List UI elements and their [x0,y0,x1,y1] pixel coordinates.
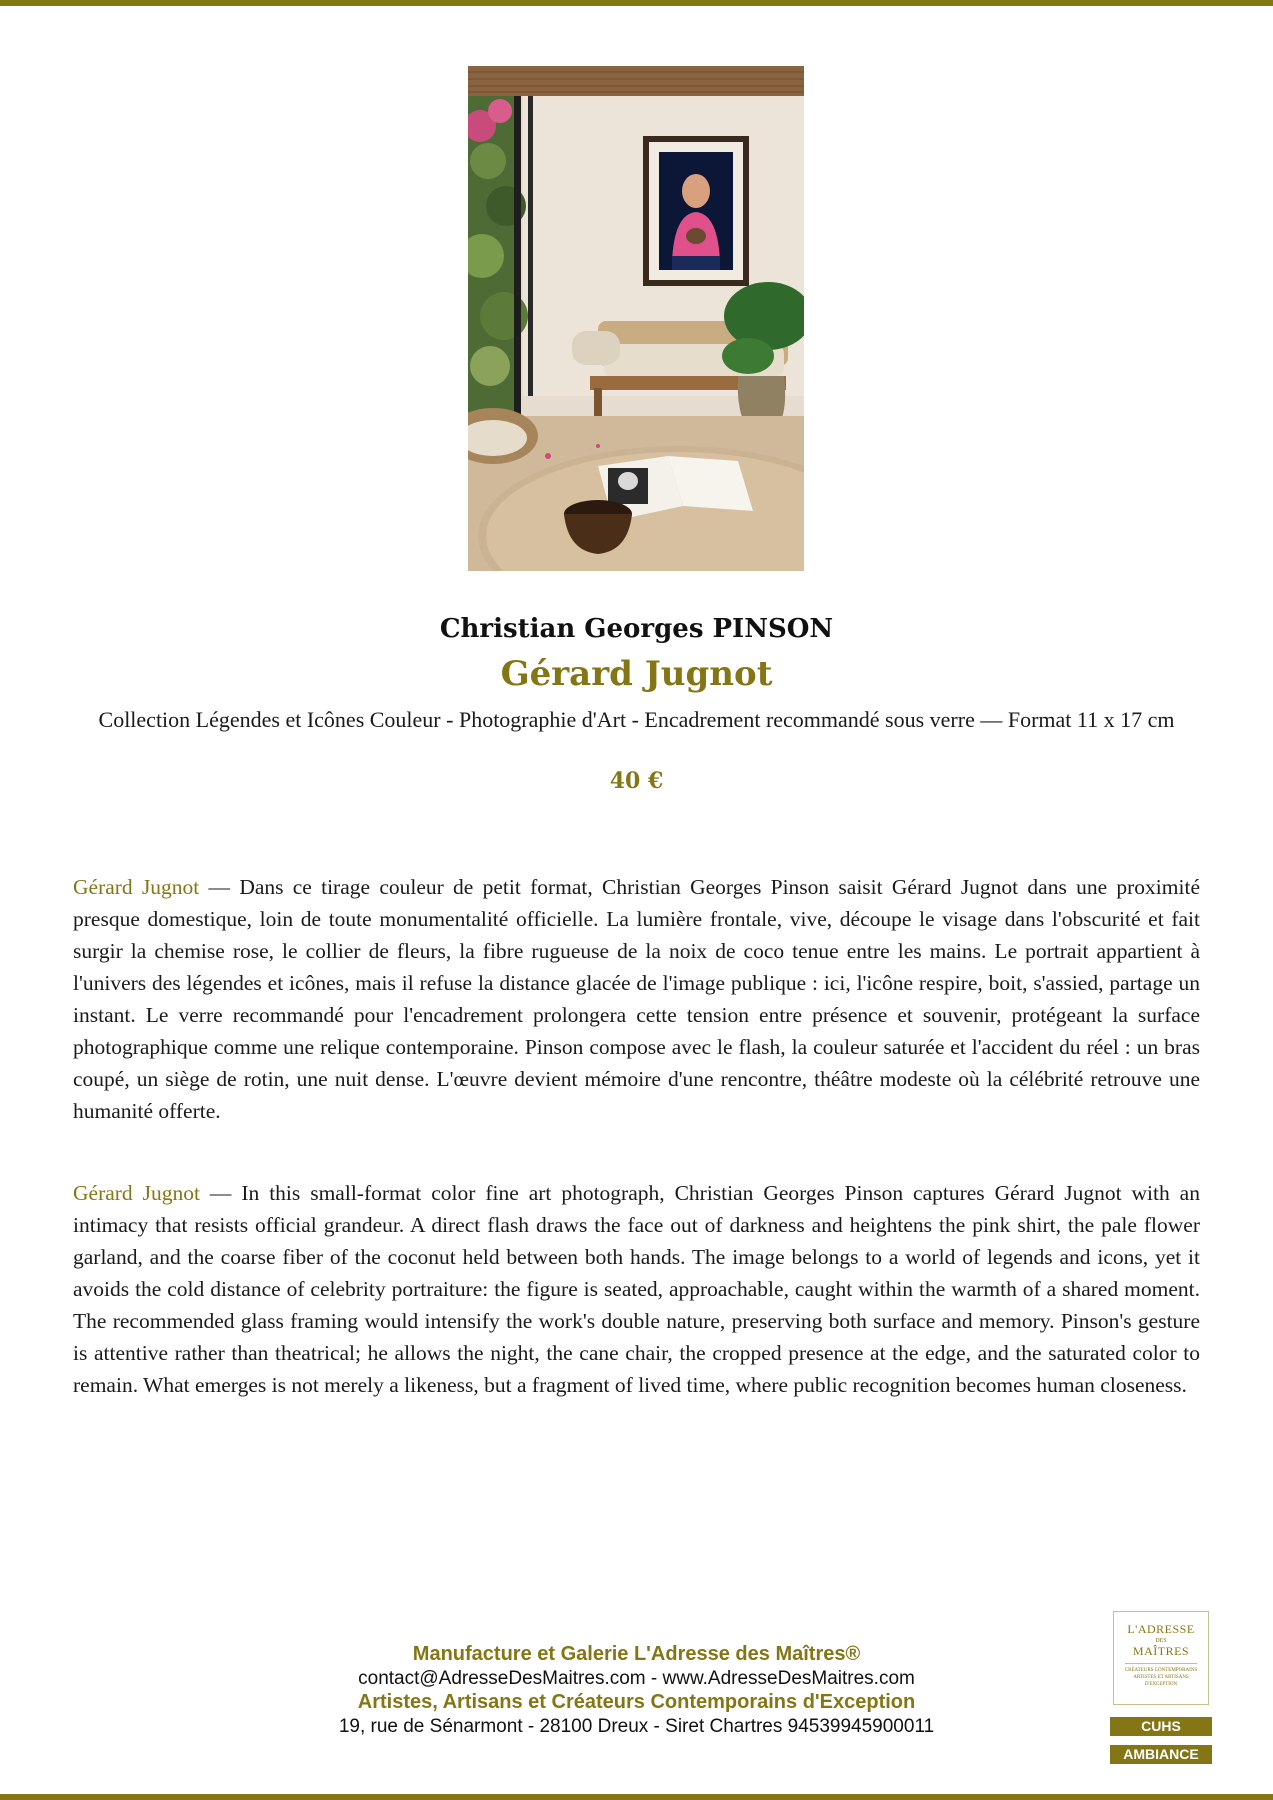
footer-contact: contact@AdresseDesMaitres.com - www.AdresseDesMaitres.com [358,1668,915,1689]
description-text-en: — In this small-format color fine art photograph, Christian Georges Pinson captures Gérard Jugnot with an intimacy that resists official grandeur. A direct flash draws the face out of darkness and heightens the pink shirt, the pale flower garland, and the coarse fiber of the coconut held between both hands. The image belongs to a world of legends and icons, yet it avoids the cold distance of celebrity portraiture: the figure is seated, approachable, caught within the warmth of a shared moment. The recommended glass framing would intensify the work's double nature, preserving both surface and memory. Pinson's gesture is attentive rather than theatrical; he allows the night, the cane chair, the cropped presence at the edge, and the saturated color to remain. What emerges is not merely a likeness, but a fragment of lived time, where public recognition becomes human closeness. [73,1181,1200,1397]
artwork-subtitle: Collection Légendes et Icônes Couleur - Photographie d'Art - Encadrement recommandé sous verre — Format 11 x 17 cm [98,707,1175,732]
bottom-border [0,1794,1273,1800]
tag-ambiance: AMBIANCE [1110,1745,1212,1764]
artwork-ambiance-photo [468,66,804,571]
description-lead-fr: Gérard Jugnot [73,875,200,899]
artist-name: Christian Georges PINSON [439,614,834,644]
description-lead-en: Gérard Jugnot [73,1181,200,1205]
footer-gallery-name: Manufacture et Galerie L'Adresse des Maîtres® [412,1643,861,1665]
description-text-fr: — Dans ce tirage couleur de petit format, Christian Georges Pinson saisit Gérard Jugnot dans une proximité presque domestique, loin de toute monumentalité officielle. La lumière frontale, vive, découpe le visage dans l'obscurité et fait surgir la chemise rose, le collier de fleurs, la fibre rugueuse de la noix de coco tenue entre les mains. Le portrait appartient à l'univers des légendes et icônes, mais il refuse la distance glacée de l'image publique : ici, l'icône respire, boit, s'assied, partage un instant. Le verre recommandé pour l'encadrement prolongera cette tension entre présence et souvenir, protégeant la surface photographique comme une relique contemporaine. Pinson compose avec le flash, la couleur saturée et l'accident du réel : un bras coupé, un siège de rotin, une nuit dense. L'œuvre devient mémoire d'une rencontre, théâtre modeste où la célébrité retrouve une humanité offerte. [73,875,1200,1123]
footer-tagline: Artistes, Artisans et Créateurs Contemporains d'Exception [357,1691,916,1713]
top-border [0,0,1273,6]
artwork-title: Gérard Jugnot [500,654,773,694]
artwork-price: 40 € [609,768,664,794]
footer-address: 19, rue de Sénarmont - 28100 Dreux - Siret Chartres 94539945900011 [338,1716,935,1737]
gallery-logo: L'ADRESSE DES MAÎTRES CRÉATEURS CONTEMPORAINS ARTISTES ET ARTISANS D'EXCEPTION [1113,1611,1209,1705]
description-french [73,871,1200,1127]
description-english [73,1177,1200,1401]
tag-cuhs: CUHS [1110,1717,1212,1736]
